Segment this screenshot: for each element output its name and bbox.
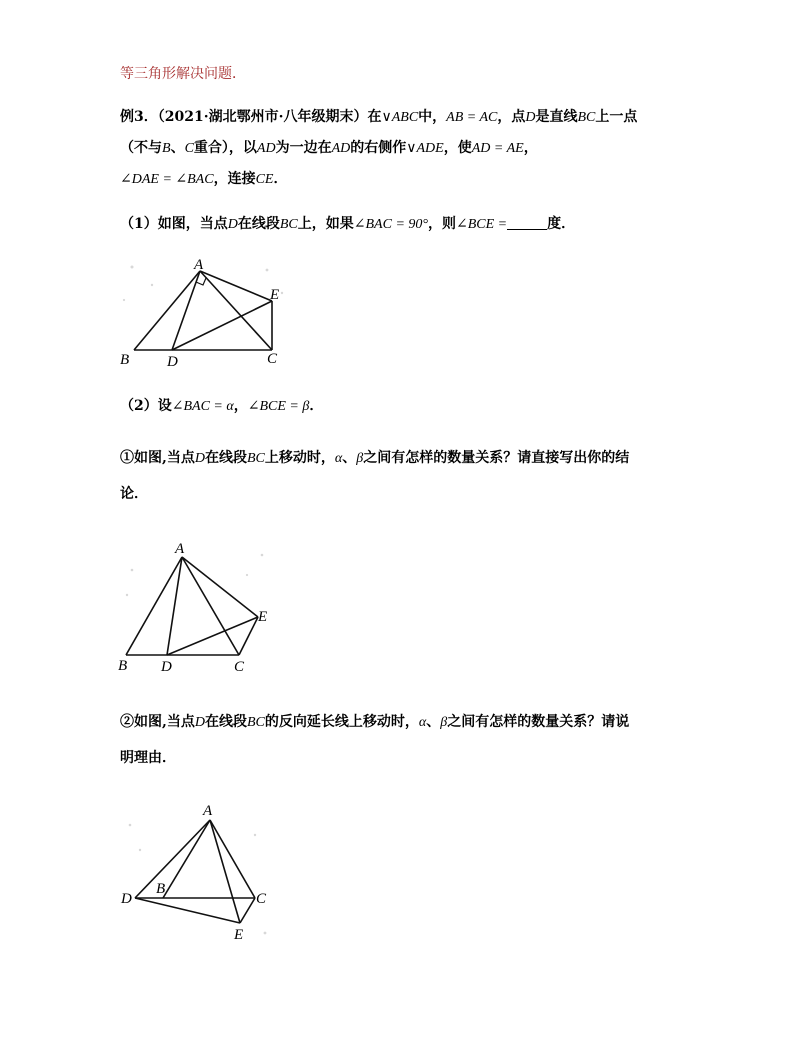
segment-ab bbox=[163, 820, 210, 898]
label-c: C bbox=[234, 659, 245, 675]
label-a: A bbox=[175, 541, 185, 557]
segment-ac bbox=[200, 271, 272, 350]
label-e: E bbox=[234, 927, 244, 943]
example-line-2: （不与B、C重合），以AD为一边在AD的右侧作∨ADE，使AD = AE， bbox=[120, 140, 538, 156]
triangle-ade: ∨ADE bbox=[406, 141, 444, 156]
label-b: B bbox=[156, 881, 166, 897]
example-line-1: 例3．（2021·湖北鄂州市·八年级期末）在∨ABC中，AB = AC，点D是直线BC上一点 bbox=[120, 109, 638, 125]
eq-ab-ac: AB = AC bbox=[446, 110, 498, 125]
label-a: A bbox=[194, 257, 204, 273]
figure-1 bbox=[112, 255, 297, 370]
label-e: E bbox=[258, 609, 268, 625]
label-e: E bbox=[270, 287, 280, 303]
question-1-line-2: 论． bbox=[120, 486, 148, 502]
label-c: C bbox=[267, 351, 278, 367]
eq-angle-dae-bac: ∠DAE = ∠BAC bbox=[120, 172, 214, 187]
segment-ce bbox=[240, 898, 255, 923]
question-2-line-2: 明理由． bbox=[120, 750, 176, 766]
label-b: B bbox=[118, 658, 128, 674]
segment-ae bbox=[210, 820, 240, 923]
segment-ae bbox=[200, 271, 272, 301]
segment-ae bbox=[182, 557, 258, 617]
label-d: D bbox=[167, 354, 178, 370]
label-b: B bbox=[120, 352, 130, 368]
example-source: （2021·湖北鄂州市·八年级期末） bbox=[157, 109, 368, 125]
question-2-line-1: ②如图,当点D在线段BC的反向延长线上移动时，α、β之间有怎样的数量关系？请说 bbox=[120, 714, 630, 730]
header-note: 等三角形解决问题． bbox=[120, 66, 246, 82]
part-2-setup: （2）设∠BAC = α，∠BCE = β． bbox=[120, 398, 324, 414]
segment-ad bbox=[135, 820, 210, 898]
label-d: D bbox=[161, 659, 172, 675]
answer-blank[interactable] bbox=[507, 215, 547, 230]
segment-ab bbox=[126, 557, 182, 655]
segment-ce bbox=[239, 617, 258, 655]
label-d: D bbox=[121, 891, 132, 907]
segment-ab bbox=[134, 271, 200, 350]
segment-ac bbox=[210, 820, 255, 898]
label-c: C bbox=[256, 891, 267, 907]
eq-ad-ae: AD = AE bbox=[471, 141, 524, 156]
segment-ac bbox=[182, 557, 239, 655]
figure-2 bbox=[112, 535, 282, 680]
segment-de bbox=[167, 617, 258, 655]
example-label: 例3． bbox=[120, 109, 158, 125]
figure-3 bbox=[115, 795, 275, 945]
triangle-abc: ∨ABC bbox=[381, 110, 419, 125]
label-a: A bbox=[203, 803, 213, 819]
segment-de bbox=[135, 898, 240, 923]
example-line-3: ∠DAE = ∠BAC，连接CE． bbox=[120, 171, 288, 187]
part-1-question: （1）如图，当点D在线段BC上，如果∠BAC = 90°，则∠BCE = 度． bbox=[120, 216, 576, 232]
question-1-line-1: ①如图,当点D在线段BC上移动时，α、β之间有怎样的数量关系？请直接写出你的结 bbox=[120, 450, 630, 466]
